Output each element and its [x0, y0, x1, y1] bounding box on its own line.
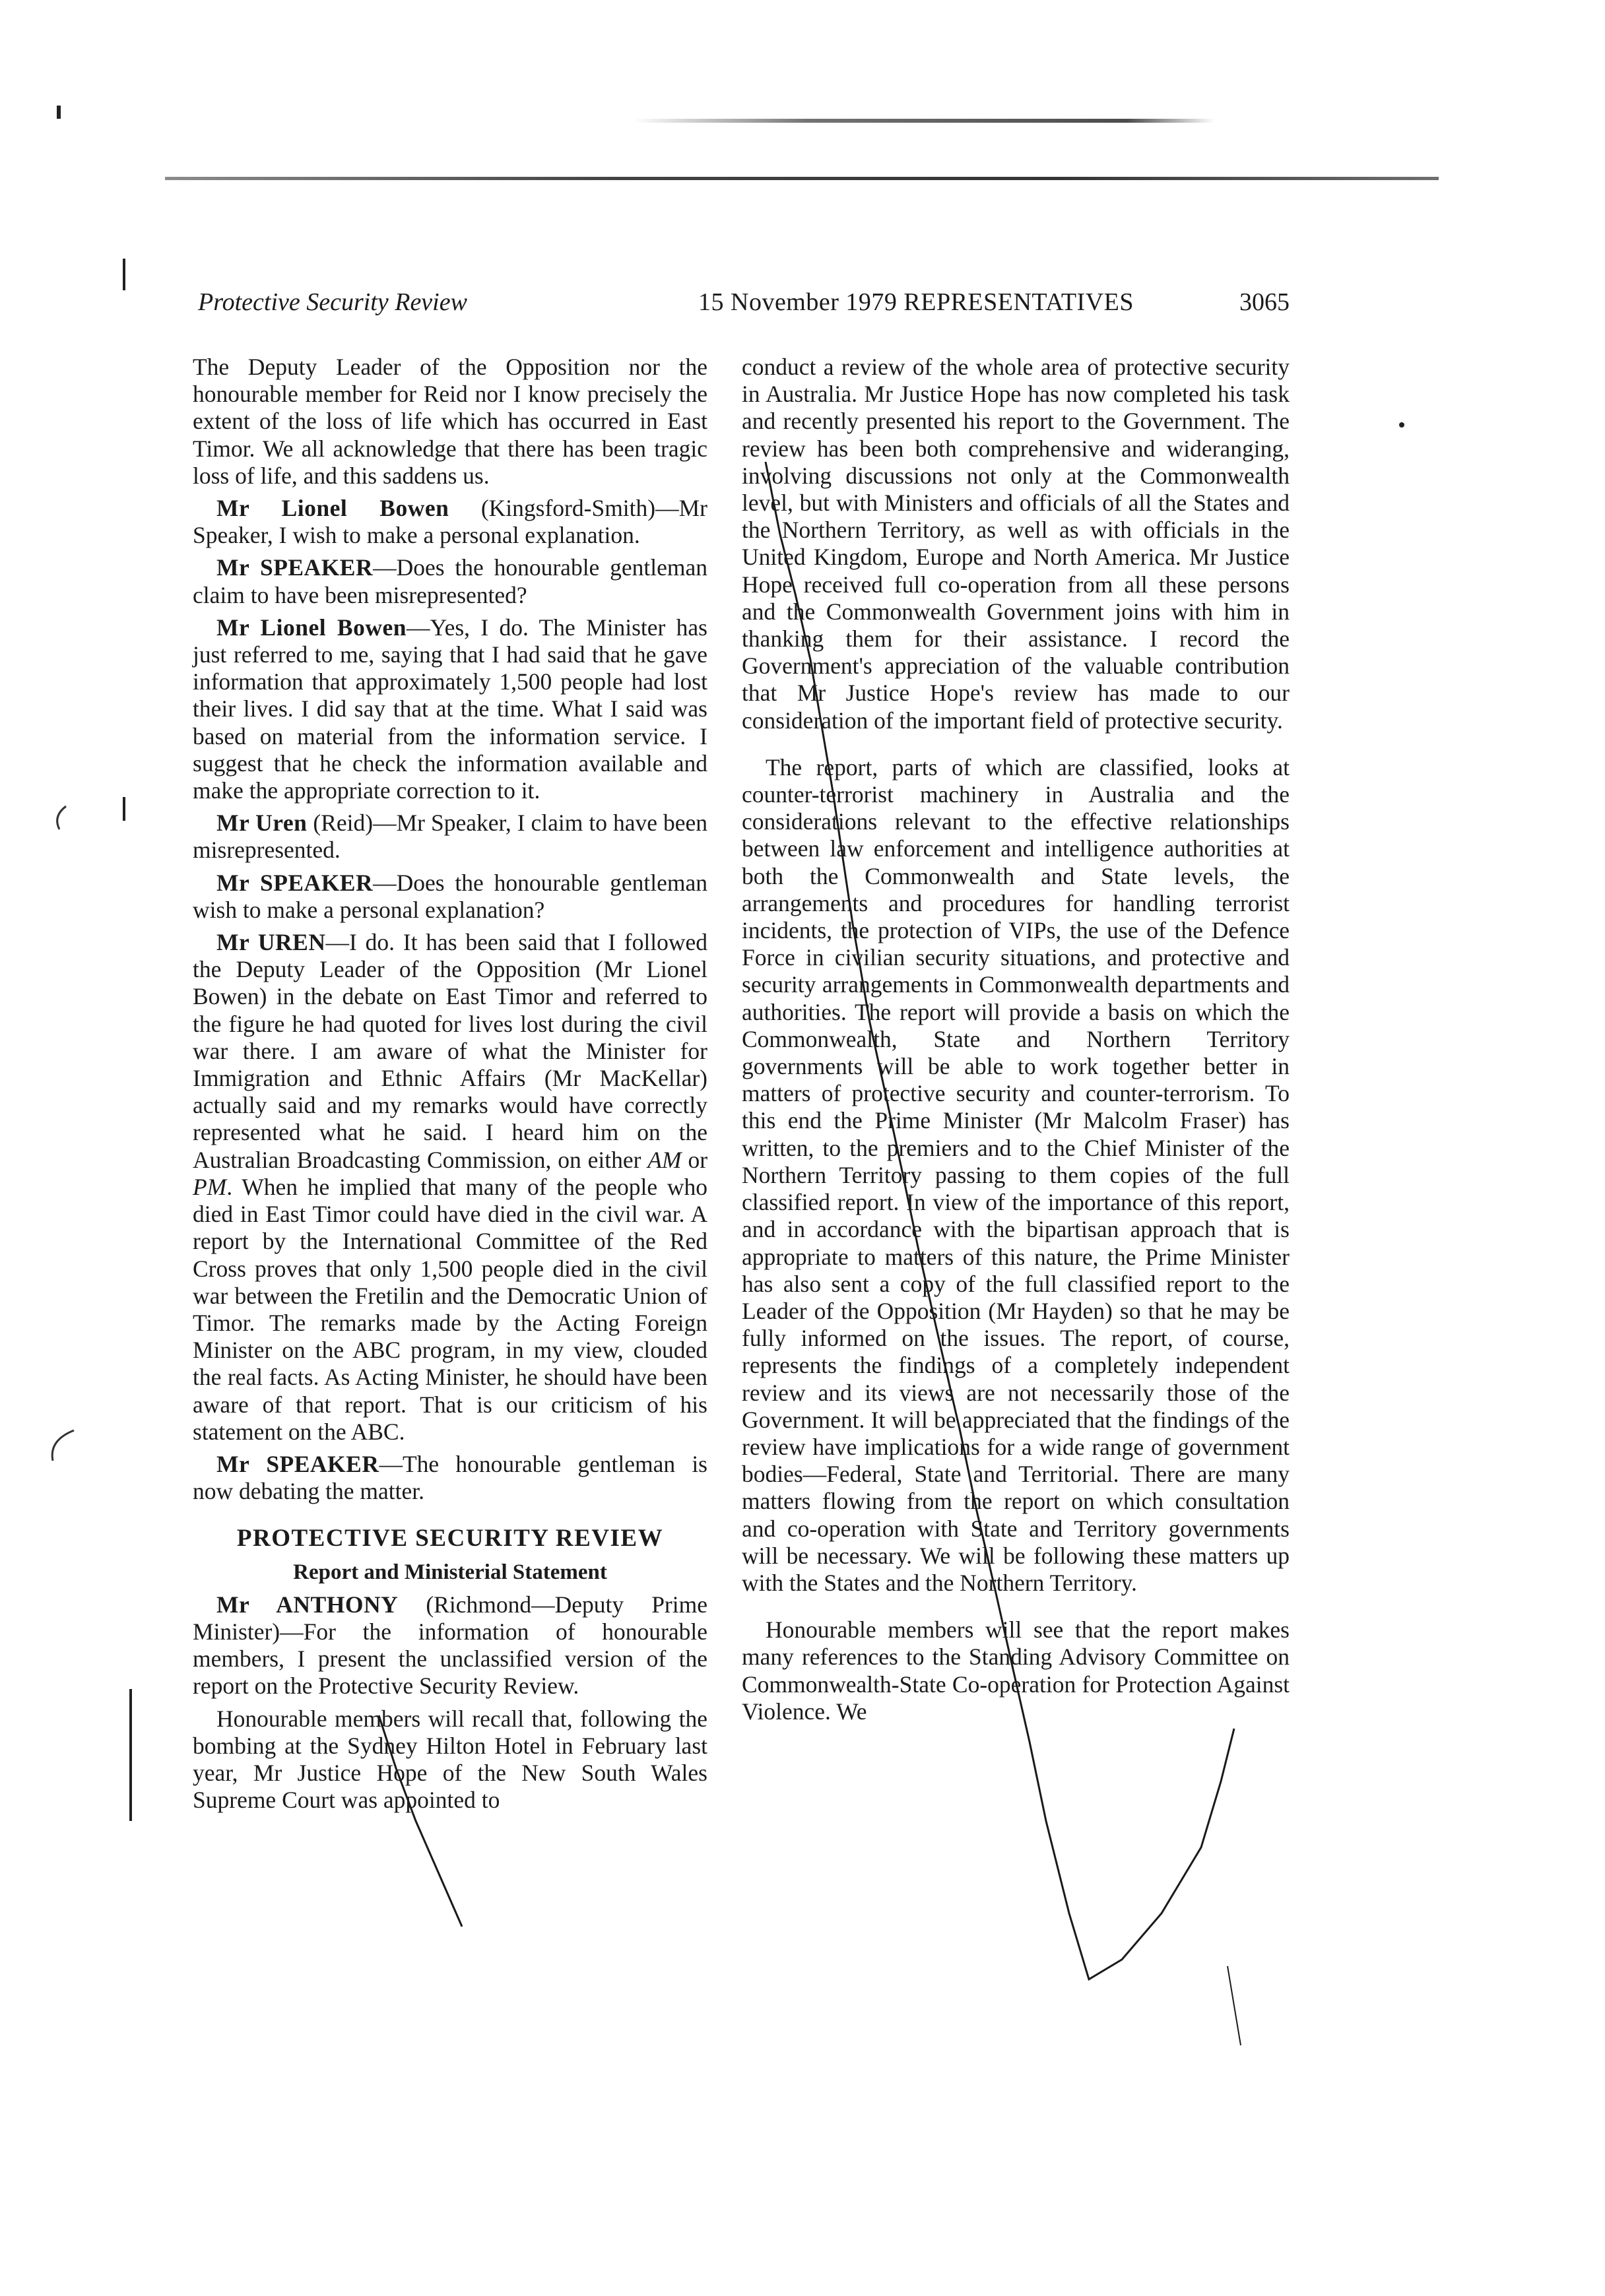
speaker-name: Mr Lionel Bowen — [216, 614, 407, 641]
program-name: PM — [193, 1173, 227, 1200]
speaker-name: Mr SPEAKER — [216, 554, 374, 581]
section-heading: PROTECTIVE SECURITY REVIEW — [236, 1525, 664, 1552]
speaker-name: Mr Uren — [216, 810, 308, 837]
speaker-name: Mr ANTHONY — [216, 1591, 399, 1618]
speaker-name: Mr Lionel Bowen — [216, 495, 449, 522]
paragraph: Honourable members will recall that, following the bombing at the Sydney Hilton Hotel in February last year, Mr Justice Hope of the New South Wales Supreme Court was appointed to — [193, 1705, 707, 1814]
paragraph — [193, 929, 707, 1446]
paragraph — [193, 810, 707, 864]
margin-dash — [57, 106, 61, 119]
paragraph-text: (Kingsford-Smith)—Mr Speaker, I wish to make a personal explanation. — [193, 495, 707, 549]
page-number: 3065 — [1239, 288, 1290, 316]
right-column — [742, 354, 1290, 1731]
paragraph — [193, 554, 707, 608]
margin-dash — [123, 797, 125, 821]
section-subheading: Report and Ministerial Statement — [293, 1560, 607, 1584]
margin-arc — [57, 806, 66, 829]
speaker-name: Mr UREN — [216, 929, 326, 956]
page-header — [198, 288, 1290, 325]
date-and-house: 15 November 1979 REPRESENTATIVES — [698, 288, 1134, 316]
paragraph: Honourable members will see that the report makes many references to the Standing Advisory Committee on Commonwealth-State Co-operation for Protection Against Violence. We — [742, 1616, 1290, 1725]
scan-artifact-top — [634, 119, 1214, 123]
left-column — [193, 354, 707, 1819]
scan-artifact-rule — [165, 177, 1439, 180]
paragraph-text: —Does the honourable gentleman wish to make a personal explanation? — [193, 869, 707, 923]
speaker-name: Mr SPEAKER — [216, 1450, 379, 1477]
running-title: Protective Security Review — [198, 288, 467, 316]
paragraph: The Deputy Leader of the Opposition nor the honourable member for Reid nor I know precisely the extent of the loss of life which has occurred in East Timor. We all acknowledge that there has been tragic loss of life, and this saddens us. — [193, 354, 707, 489]
speaker-name: Mr SPEAKER — [216, 869, 374, 896]
paragraph: conduct a review of the whole area of protective security in Australia. Mr Justice Hope has now completed his task and recently presented his report to the Government. The review has been both comprehensive and wideranging, involving discussions not only at the Commonwealth level, but with Ministers and officials of all the States and the Northern Territory, as well as with officials in the United Kingdom, Europe and North America. Mr Justice Hope received full co-operation from all these persons and the Commonwealth Government joins with him in thanking them for their assistance. I record the Government's appreciation of the valuable contribution that Mr Justice Hope's review has made to our consideration of the important field of protective security. — [742, 354, 1290, 734]
paragraph-text: —Does the honourable gentleman claim to have been misrepresented? — [193, 554, 707, 608]
paragraph — [193, 1451, 707, 1505]
paragraph — [193, 614, 707, 804]
paragraph — [193, 870, 707, 924]
paragraph-text: (Reid)—Mr Speaker, I claim to have been misrepresented. — [193, 810, 708, 864]
program-name: AM — [647, 1146, 682, 1173]
paragraph-text: —I do. It has been said that I followed the Deputy Leader of the Opposition (Mr Lionel Bowen) in the debate on East Timor and referred to the figure he had quoted for lives lost during the civil war there. I am aware of what the Minister for Immigration and Ethnic Affairs (Mr MacKellar) actually said and my remarks would have correctly represented what he said. I heard him on the Australian Broadcasting Commission, on either — [193, 929, 707, 1173]
paragraph — [193, 1591, 707, 1700]
paragraph — [193, 495, 707, 549]
paragraph-text: . When he implied that many of the people who died in East Timor could have died in the civil war. A report by the International Committee of the Red Cross proves that only 1,500 people died in the civil war between the Fretilin and the Democratic Union of Timor. The remarks made by the Acting Foreign Minister on the ABC program, in my view, clouded the real facts. As Acting Minister, he should have been aware of that report. That is our criticism of his statement on the ABC. — [193, 1173, 707, 1445]
paragraph-text: (Richmond—Deputy Prime Minister)—For the information of honourable members, I present the unclassified version of the report on the Protective Security Review. — [193, 1591, 707, 1700]
margin-arc — [52, 1430, 74, 1461]
pen-tail — [1228, 1966, 1241, 2045]
paragraph-text: —Yes, I do. The Minister has just referred to me, saying that I had said that he gave information that approximately 1,500 people had lost their lives. I did say that at the time. What I said was based on material from the information service. I suggest that he check the information available and make the appropriate correction to it. — [193, 614, 707, 804]
paragraph: The report, parts of which are classified, looks at counter-terrorist machinery in Australia and the considerations relevant to the effective relationships between law enforcement and intelligence authorities at both the Commonwealth and State levels, the arrangements and procedures for handling terrorist incidents, the protection of VIPs, the use of the Defence Force in civilian security situations, and protective and security arrangements in Commonwealth departments and authorities. The report will provide a basis on which the Commonwealth, State and Northern Territory governments will be able to work together better in matters of protective security and counter-terrorism. To this end the Prime Minister (Mr Malcolm Fraser) has written, to the premiers and to the Chief Minister of the Northern Territory passing to them copies of the full classified report. In view of the importance of this report, and in accordance with the bipartisan approach that is appropriate to matters of this nature, the Prime Minister has also sent a copy of the full classified report to the Leader of the Opposition (Mr Hayden) so that he may be fully informed on the issues. The report, of course, represents the findings of a completely independent review and its views are not necessarily those of the Government. It will be appreciated that the findings of the review have implications for a wide range of government bodies—Federal, State and Territorial. There are many matters flowing from the report on which consultation and co-operation with State and Territory governments will be necessary. We will be following these matters up with the States and the Northern Territory. — [742, 753, 1290, 1596]
margin-dash — [123, 259, 125, 290]
paragraph-text: —The honourable gentleman is now debating the matter. — [193, 1450, 708, 1505]
margin-dash — [129, 1689, 132, 1821]
margin-dot — [1399, 422, 1404, 428]
paragraph-text: or — [688, 1146, 708, 1173]
